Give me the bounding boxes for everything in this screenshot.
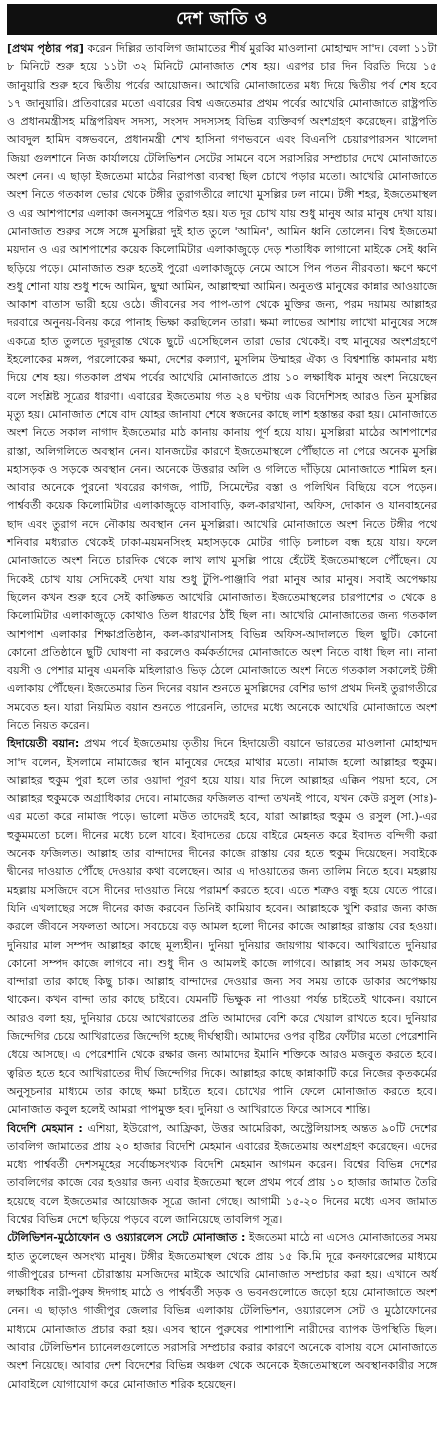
guests-lead: বিদেশি মেহমান : <box>7 1121 83 1135</box>
section-title: দেশ জাতি ও <box>176 8 268 29</box>
hedayeti-text: প্রথম পর্বে ইজতেমায় তৃতীয় দিনে হিদায়েতী বয়ানে ভারতের মাওলানা মোহাম্মদ সা'দ বলেন, ইসলামে নামাজের স্থান মানুষের দেহের মাথার মতো। নামাজ হলো আল্লাহর হুকুম। আল্লাহর হুকুম পুরা হলে তার ওয়াদা পূরণ হয়ে যায়। যার দিলে আল্লাহর এক্কিন পয়দা হবে, সে আল্লাহর হুকুমকে অগ্রাধিকার দেবে। নামাজের ফজিলত বান্দা তখনই পাবে, যখন কেউ রসুল (সাঃ)-এর মতো করে নামাজ পড়ে। ভালো মউত তাদেরই হবে, যারা আল্লাহর হুকুম ও রসুল (সা.)-এর হুকুমমতো চলে। দীনের মধ্যে চলে যাবে। ইবাদতের চেয়ে বাইরে মেহনত করে ইবাদত বন্দিগী করা অনেক ফজিলত। আল্লাহ তার বান্দাদের দীনের কাজে রাস্তায় বের হতে হুকুম দিয়েছেন। সবাইকে দ্বীনের দাওয়াত পৌঁছে দেওয়ার কথা বলেছেন। আর এ দাওয়াতের জন্য তালিম নিতে হবে। মহল্লায় মহল্লায় মসজিদে বসে দীনের দাওয়াত নিয়ে পরামর্শ করতে হবে। এতে শত্রুও বন্ধু হয়ে যেতে পারে। যিনি এখলাছের সঙ্গে দীনের কাজ করবেন তিনিই কামিয়াব হবেন। আল্লাহকে খুশি করার জন্য কাজ করলে জীবনে সফলতা আসে। সবচেয়ে বড় আমল হলো দীনের কাজে আল্লাহর রাস্তায় বের হওয়া। দুনিয়ার মাল সম্পদ আল্লাহর কাছে মূল্যহীন। দুনিয়া দুনিয়ার জায়গায় থাকবে। আখিরাতে দুনিয়ার কোনো সম্পদ কাজে লাগবে না। শুধু দীন ও আমলই কাজে লাগবে। আল্লাহ সব সময় ডাকছেন বান্দারা তার কাছে কিছু চাক। আল্লাহ বান্দাদের দেওয়ার জন্য সব সময় তাকে ডাকার অপেক্ষায় থাকেন। কখন বান্দা তার কাছে চাইবে। যেমনটি ভিক্ষুক না পাওয়া পর্যন্ত চাইতেই থাকেন। বয়ানে আরও বলা হয়, দুনিয়ার চেয়ে আখেরাতের প্রতি আমাদের বেশি করে খেয়াল রাখতে হবে। দুনিয়ার জিন্দেগির চেয়ে আখিরাতের জিন্দেগি হচ্ছে দীর্ঘস্থায়ী। আমাদের ওপর বৃষ্টির ফোঁটার মতো পেরেশানি ধেয়ে আসছে। এ পেরেশানি থেকে রক্ষার জন্য আমাদের ইমানি শক্তিকে আরও মজবুত করতে হবে। ত্বরিত হতে হবে আখিরাতের দীর্ঘ জিন্দেগির দিকে। আল্লাহর কাছে কান্নাকাটি করে নিজের কৃতকর্মের অনুসূচনার মাধ্যমে তার কাছে ক্ষমা চাইতে হবে। চোখের পানি ফেলে মোনাজাত করতে হবে। মোনাজাত কবুল হলেই আমরা পাপমুক্ত হব। দুনিয়া ও আখিরাতে ফিরে আসবে শান্তি। <box>7 737 437 1117</box>
intro-paragraph <box>7 40 437 735</box>
tv-text: ইজতেমা মাঠে না এসেও মোনাজাতের সময় হাত তুলেছেন অসংখ্য মানুষ। টঙ্গীর ইজতেমাস্থল থেকে প্রায় ১৫ কি.মি দূরে কনফারেন্সের মাধ্যমে গাজীপুরের চান্দনা চৌরাস্তায় মসজিদের মাইকে আখেরি মোনাজাত সম্প্রচার করা হয়। এখানে অর্ধ লক্ষাধিক নারী-পুরুষ ঈদগাহ মাঠে ও পার্শ্ববর্তী সড়ক ও ভবনগুলোতে জড়ো হয়ে মোনাজাতে অংশ নেন। এ ছাড়াও গাজীপুর জেলার বিভিন্ন এলাকায় টেলিভিশন, ওয়্যারলেস সেট ও মুঠোফোনের মাধ্যমে মোনাজাত প্রচার করা হয়। এসব স্থানে পুরুষের পাশাপাশি নারীদের ব্যাপক উপস্থিতি ছিল। আবার টেলিভিশন চ্যানেলগুলোতে সরাসরি সম্প্রচার করার কারণে অনেকে বাসায় বসে মোনাজাতে অংশ নিয়েছে। আবার দেশ বিদেশের বিভিন্ন অঞ্চল থেকে অনেকে ইজতেমাস্থলে অবস্থানকারীর সঙ্গে মোবাইলে যোগাযোগ করে মোনাজাত শরিক হয়েছেন। <box>7 1231 437 1391</box>
tv-lead: টেলিভিশন-মুঠোফোন ও ওয়্যারলেস সেটে মোনাজাত : <box>7 1231 246 1245</box>
intro-text: করেন দিল্লির তাবলিগ জামাতের শীর্ষ মুরব্বি মাওলানা মোহাম্মদ সা'দ। বেলা ১১টা ৮ মিনিটে শুরু হয়ে ১১টা ৩২ মিনিটে মোনাজাত শেষ হয়। এরপর চার দিন বিরতি দিয়ে ১৫ জানুয়ারি শুরু হবে দ্বিতীয় পর্বের আয়োজন। আখেরি মোনাজাতের মধ্য দিয়ে দ্বিতীয় পর্ব শেষ হবে ১৭ জানুয়ারি। প্রতিবারের মতো এবারের বিশ্ব এজতেমার প্রথম পর্বের আখেরি মোনাজাতে রাষ্ট্রপতি ও প্রধানমন্ত্রীসহ মন্ত্রিপরিষদ সদস্য, সংসদ সদস্যসহ বিভিন্ন ব্যক্তিবর্গ অংশগ্রহণ করেছেন। রাষ্ট্রপতি আবদুল হামিদ বঙ্গভবনে, প্রধানমন্ত্রী শেখ হাসিনা গণভবনে এবং বিএনপি চেয়ারপারসন খালেদা জিয়া গুলশানে নিজ কার্যালয়ে টেলিভিশন সেটের সামনে বসে সরাসরির সম্প্রচার দেখে মোনাজাতে অংশ নেন। এ ছাড়া ইজতেমা মাঠের নিরাপত্তা ব্যবস্থা ছিল চোখে পড়ার মতো। আখেরি মোনাজাতে অংশ নিতে গতকাল ভোর থেকে টঙ্গীর তুরাগতীরে লাখো মুসল্লির ঢল নামে। টঙ্গী শহর, ইজতেমাস্থল ও এর আশপাশের এলাকা জনসমুদ্রে পরিণত হয়। যত দূর চোখ যায় শুধু মানুষ আর মানুষ দেখা যায়। মোনাজাত শুরুর সঙ্গে সঙ্গে মুসল্লিরা দুই হাত তুলে 'আমিন', আমিন ধ্বনি তোলেন। বিশ্ব ইজতেমা ময়দান ও এর আশপাশের কয়েক কিলোমিটার এলাকাজুড়ে দেড় শতাধিক লাগানো মাইকে সেই ধ্বনি ছড়িয়ে পড়ে। মোনাজাত শুরু হতেই পুরো এলাকাজুড়ে নেমে আসে পিন পতন নীরবতা। ক্ষণে ক্ষণে শুধু শোনা যায় শুধু শব্দে আমিন, ছুম্মা আমিন, আল্লাহুম্মা আমিন। অনুতপ্ত মানুষের কান্নার আওয়াজে আকাশ বাতাস ভারী হয়ে ওঠে। জীবনের সব পাপ-তাপ থেকে মুক্তির জন্য, পরম দয়াময় আল্লাহর দরবারে অনুনয়-বিনয় করে পানাহ ভিক্ষা করছিলেন তারা। ক্ষমা লাভের আশায় লাখো মানুষের সঙ্গে একত্রে হাত তুলতে দূরদূরান্ত থেকে ছুটে এসেছিলেন তারা ভোর থেকেই। বহু মানুষের অংশগ্রহণে ইহলোকের মঙ্গল, পরলোকের ক্ষমা, দেশের কল্যাণ, মুসলিম উম্মাহর ঐক্য ও বিশ্বশান্তি কামনার মধ্য দিয়ে শেষ হয়। গতকাল প্রথম পর্বের আখেরি মোনাজাতে প্রায় ১০ লক্ষাধিক মানুষ অংশ নিয়েছেন বলে সংশ্লিষ্ট সূত্রের ধারণা। এবারের ইজতেমায় গত ২৪ ঘণ্টায় এক বিদেশিসহ আরও তিন মুসল্লির মৃত্যু হয়। মোনাজাত শেষে বাদ যোহর জানাযা শেষে স্বজনের কাছে লাশ হস্তান্তর করা হয়। মোনাজাতে অংশ নিতে সকাল নাগাদ ইজতেমার মাঠ কানায় কানায় পূর্ণ হয়ে যায়। মুসল্লিরা মাঠের আশপাশের রাস্তা, অলিগলিতে অবস্থান নেন। যানজটের কারণে ইজতেমাস্থলে পৌঁছাতে না পেরে অনেক মুসল্লি মহাসড়ক ও সড়কে অবস্থান নেন। অনেকে উত্তরার অলি ও গলিতে দাঁড়িয়ে মোনাজাতে শামিল হন। আবার অনেকে পুরনো খবরের কাগজ, পাটি, সিমেন্টের বস্তা ও পলিথিন বিছিয়ে বসে পড়েন। পার্শ্ববর্তী কয়েক কিলোমিটার এলাকাজুড়ে বাসাবাড়ি, কল-কারখানা, অফিস, দোকান ও যানবাহনের ছাদ এবং তুরাগ নদে নৌকায় অবস্থান নেন মুসল্লিরা। আখেরি মোনাজাতে অংশ নিতে টঙ্গীর পথে শনিবার মধ্যরাত থেকেই ঢাকা-ময়মনসিংহ মহাসড়কে মোটর গাড়ি চলাচল বন্ধ হয়ে যায়। ফলে মোনাজাতে অংশ নিতে চারদিক থেকে লাখ লাখ মুসল্লি পায়ে হেঁটেই ইজতেমাস্থলে পৌঁছেন। যে দিকেই চোখ যায় সেদিকেই দেখা যায় শুধু টুপি-পাঞ্জাবি পরা মানুষ আর মানুষ। সবাই অপেক্ষায় ছিলেন কখন শুরু হবে সেই কাঙ্ক্ষিত আখেরি মোনাজাত। ইজতেমাস্থলের চারপাশের ৩ থেকে ৪ কিলোমিটার এলাকাজুড়ে কোথাও তিল ধারণের ঠাঁই ছিল না। আখেরি মোনাজাতের জন্য গতকাল আশপাশ এলাকার শিক্ষাপ্রতিষ্ঠান, কল-কারখানাসহ বিভিন্ন অফিস-আদালতে ছিল ছুটি। কোনো কোনো প্রতিষ্ঠানে ছুটি ঘোষণা না করলেও কর্মকর্তাদের মোনাজাতে অংশ নিতে বাধা ছিল না। নানা বয়সী ও পেশার মানুষ এমনকি মহিলারাও ভিড় ঠেলে মোনাজাতে অংশ নিতে গতকাল সকালেই টঙ্গী এলাকায় পৌঁছেন। ইজতেমার তিন দিনের বয়ান শুনতে মুসল্লিদের বেশির ভাগ প্রথম দিনই তুরাগতীরে সমবেত হন। যারা নিয়মিত বয়ান শুনতে পারেননি, তাদের মধ্যে অনেকে আখেরি মোনাজাতে অংশ নিতে নিয়ত করেন। <box>7 42 437 732</box>
guests-text: এশিয়া, ইউরোপ, আফ্রিকা, উত্তর আমেরিকা, অস্ট্রেলিয়াসহ অন্তত ৯০টি দেশের তাবলিগ জামাতের প্রায় ২০ হাজার বিদেশি মেহমান এবারের ইজতেমায় অংশগ্রহণ করেছেন। এদের মধ্যে পার্শ্ববর্তী দেশসমূহের সর্বোচ্চসংখ্যক বিদেশি মেহমান আগমন করেন। বিশ্বের বিভিন্ন দেশের তাবলিগের কাজে বের হওয়ার জন্য এবার ইজতেমা স্থলে প্রথম পর্বে প্রায় ১০ হাজার জামাত তৈরি হয়েছে বলে ইজতেমার আয়োজক সূত্রে জানা গেছে। আগামী ১৫-২০ দিনের মধ্যে এসব জামাত বিশ্বের বিভিন্ন দেশে ছড়িয়ে পড়বে বলে জানিয়েছে তাবলিগ সূত্র। <box>7 1121 437 1226</box>
section-banner <box>7 4 437 35</box>
hedayeti-paragraph <box>7 735 437 1119</box>
tv-paragraph <box>7 1229 437 1394</box>
guests-paragraph <box>7 1120 437 1230</box>
hedayeti-lead: হিদায়েতী বয়ান: <box>7 737 80 751</box>
intro-lead: [প্রথম পৃষ্ঠার পর] <box>7 42 84 55</box>
